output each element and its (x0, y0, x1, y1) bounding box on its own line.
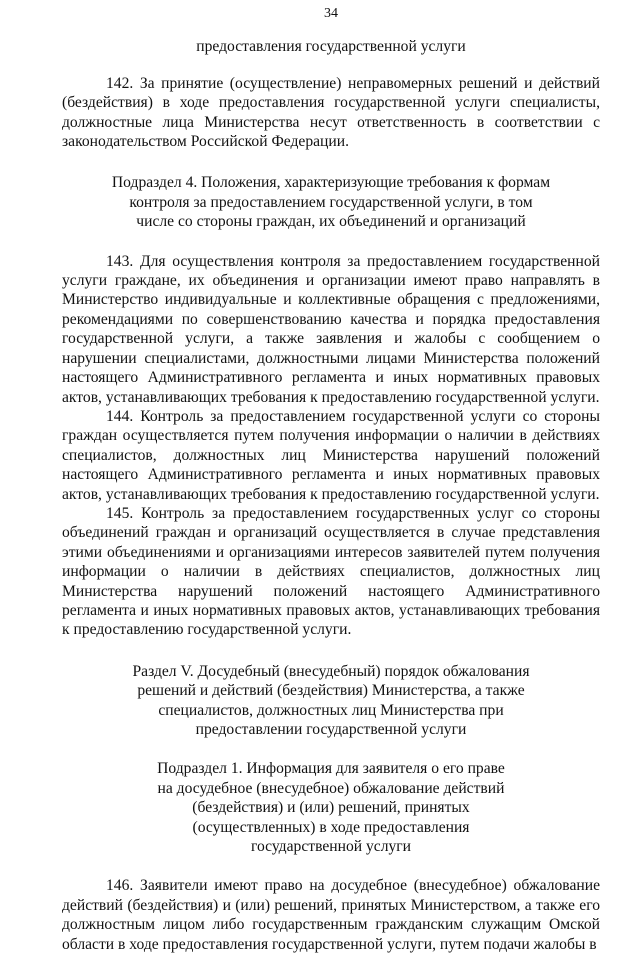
lead-line: предоставления государственной услуги (196, 38, 466, 56)
paragraph-146: 146. Заявители имеют право на досудебное (внесудебное) обжалование действий (бездействия) и (или) решений, принятых Министерством, а также его должностным лицом либо государственным гражданским служащим Омской области в ходе предоставления государственной услуги, путем подачи жалобы в (62, 877, 600, 953)
section-5-heading-line: Раздел V. Досудебный (внесудебный) порядок обжалования (132, 662, 530, 680)
paragraphs-143-145 (62, 252, 600, 640)
page-number: 34 (324, 6, 338, 21)
paragraph-142: 142. За принятие (осуществление) неправомерных решений и действий (бездействия) в ходе предоставления государственной услуги специалисты, должностные лица Министерства несут ответственность в соответствии с законодательством Российской Федерации. (62, 74, 600, 151)
section-5-heading-line: специалистов, должностных лиц Министерства при (158, 701, 504, 719)
subsection-4-heading (62, 173, 600, 231)
paragraph-144: 144. Контроль за предоставлением государственной услуги со стороны граждан осуществляется путем получения информации о наличии в действиях специалистов, должностных лиц Министерства нарушений положений настоящего Административного регламента и иных нормативных правовых актов, устанавливающих требования к предоставлению государственной услуги. (62, 407, 600, 503)
section-5-heading-line: решений и действий (бездействия) Министерства, а также (137, 682, 525, 700)
subsection-1-heading-line: на досудебное (внесудебное) обжалование действий (157, 779, 505, 797)
paragraph-143: 143. Для осуществления контроля за предоставлением государственной услуги граждане, их объединения и организации имеют право направлять в Министерство индивидуальные и коллективные обращения с предложениями, рекомендациями по совершенствованию качества и порядка предоставления государственной услуги, а также заявления и жалобы с сообщением о нарушении специалистами, должностными лицами Министерства положений настоящего Административного регламента и иных нормативных правовых актов, устанавливающих требования к предоставлению государственной услуги. (62, 252, 600, 406)
subsection-1-heading-line: (осуществленных) в ходе предоставления (192, 818, 470, 836)
section-5-heading-line: предоставлении государственной услуги (195, 721, 467, 738)
subsection-1-heading-line: государственной услуги (250, 838, 412, 856)
subsection-4-heading-line: Подраздел 4. Положения, характеризующие требования к формам (111, 174, 551, 192)
subsection-1-heading-line: (бездействия) и (или) решений, принятых (192, 799, 470, 817)
subsection-4-heading-line: контроля за предоставлением государственной услуги, в том (129, 193, 533, 211)
section-5-heading (62, 662, 600, 740)
subsection-4-heading-line: числе со стороны граждан, их объединений и организаций (136, 213, 526, 231)
subsection-1-heading-line: Подраздел 1. Информация для заявителя о его праве (157, 760, 505, 778)
paragraph-145: 145. Контроль за предоставлением государственных услуг со стороны объединений граждан и организаций осуществляется в случае представления этими объединениями и организациями интересов заявителей путем получения информации о наличии в действиях специалистов, должностных лиц Министерства нарушений положений настоящего Административного регламента и иных нормативных правовых актов, устанавливающих требования к предоставлению государственной услуги. (62, 504, 600, 639)
subsection-1-heading (62, 759, 600, 856)
